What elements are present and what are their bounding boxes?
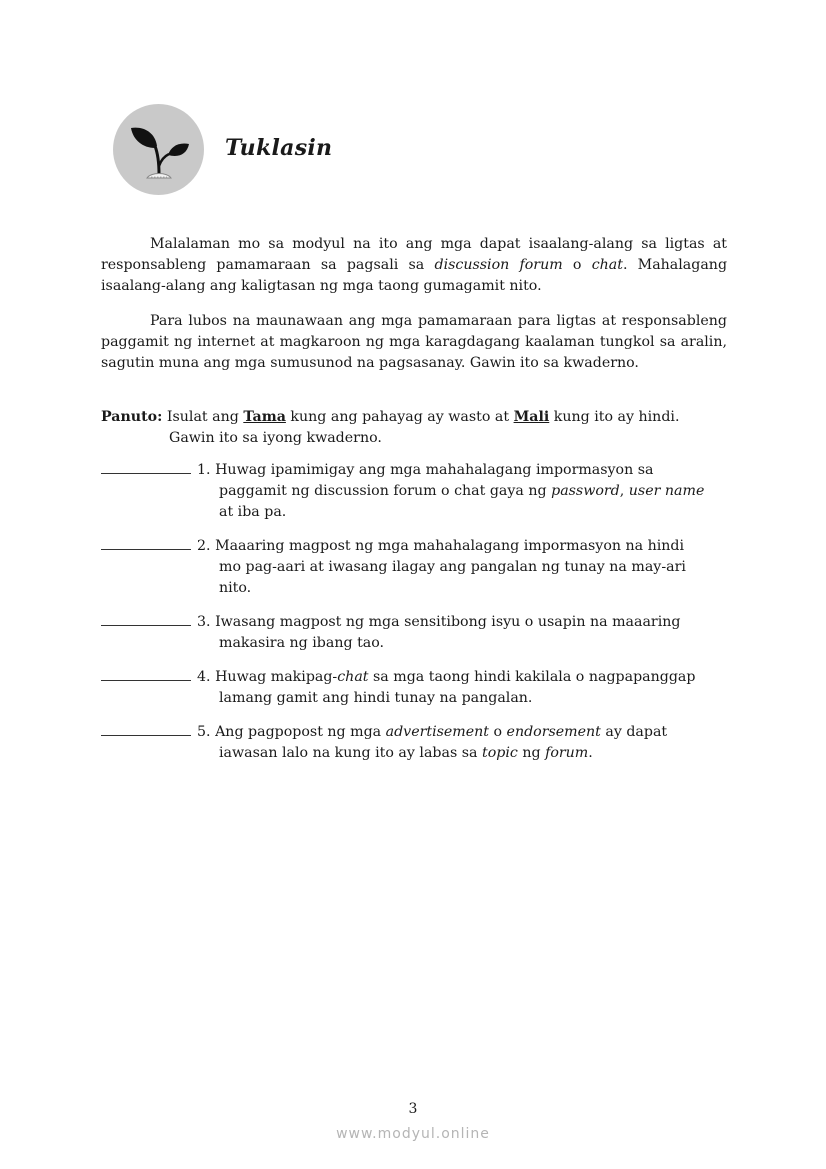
- instructions-label: Panuto:: [101, 409, 163, 425]
- list-item: 4. Huwag makipag-chat sa mga taong hindi kakilala o nagpapanggap lamang gamit ang hindi tunay na pangalan.: [101, 666, 731, 709]
- instructions: Panuto: Isulat ang Tama kung ang pahayag ay wasto at Mali kung ito ay hindi.: [101, 409, 680, 425]
- section-title: Tuklasin: [225, 135, 333, 161]
- list-item: 1. Huwag ipamimigay ang mga mahahalagang impormasyon sa paggamit ng discussion forum o chat gaya ng password, user name at iba pa.: [101, 459, 731, 523]
- list-item: 5. Ang pagpopost ng mga advertisement o endorsement ay dapat iawasan lalo na kung ito ay labas sa topic ng forum.: [101, 721, 731, 764]
- intro-paragraph-2: Para lubos na maunawaan ang mga pamamaraan para ligtas at responsableng paggamit ng internet at magkaroon ng mga karagdagang kaalaman tungkol sa aralin, sagutin muna ang mga sumusunod na pagsasanay. Gawin ito sa kwaderno.: [101, 313, 727, 371]
- seedling-icon: [113, 104, 204, 195]
- answer-blank[interactable]: [101, 666, 191, 681]
- list-item: 2. Maaaring magpost ng mga mahahalagang impormasyon na hindi mo pag-aari at iwasang ilagay ang pangalan ng tunay na may-ari nito.: [101, 535, 731, 599]
- section-badge: [113, 104, 204, 195]
- answer-blank[interactable]: [101, 535, 191, 550]
- page-number: 3: [408, 1101, 418, 1117]
- answer-blank[interactable]: [101, 459, 191, 474]
- watermark: www.modyul.online: [336, 1126, 490, 1142]
- answer-blank[interactable]: [101, 611, 191, 626]
- answer-blank[interactable]: [101, 721, 191, 736]
- intro-paragraph-1: Malalaman mo sa modyul na ito ang mga dapat isaalang-alang sa ligtas at responsableng pamamaraan sa pagsali sa discussion forum o chat. Mahalagang isaalang-alang ang kaligtasan ng mga taong gumagamit nito.: [101, 236, 728, 294]
- list-item: 3. Iwasang magpost ng mga sensitibong isyu o usapin na maaaring makasira ng ibang tao.: [101, 611, 731, 654]
- instructions-line-2: Gawin ito sa iyong kwaderno.: [169, 430, 382, 446]
